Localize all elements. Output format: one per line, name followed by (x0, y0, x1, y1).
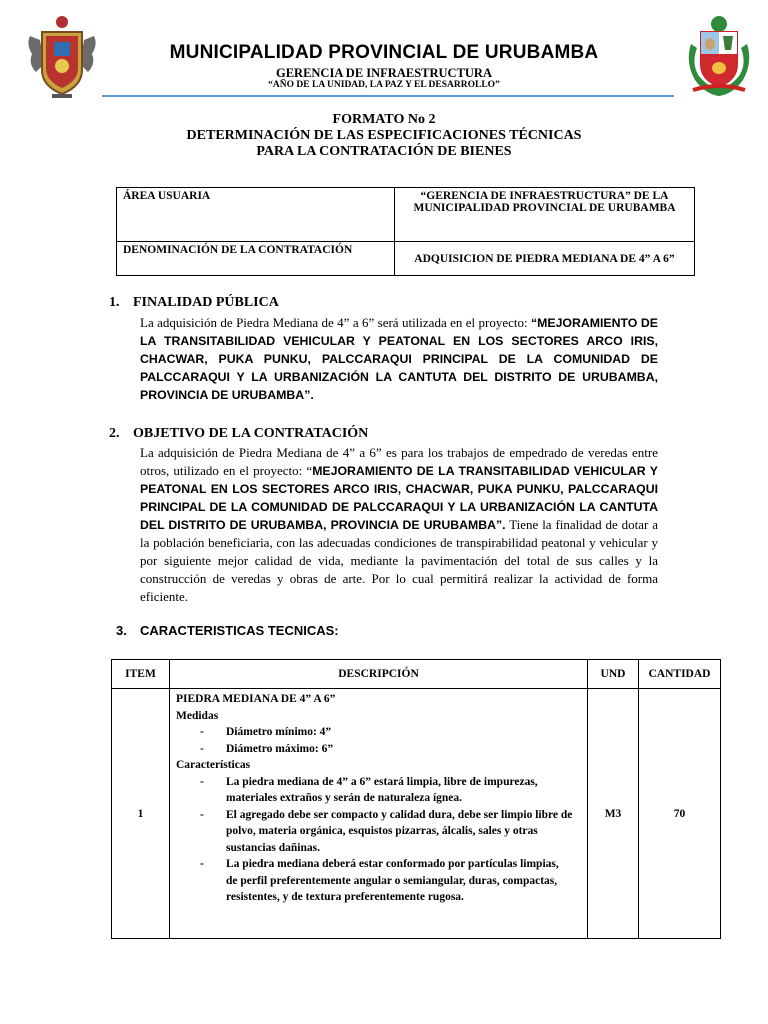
format-subtitle-2: PARA LA CONTRATACIÓN DE BIENES (256, 144, 512, 159)
section-title: CARACTERISTICAS TECNICAS: (140, 623, 339, 638)
list-item: - Diámetro máximo: 6” (200, 741, 581, 758)
section-2-text (140, 444, 658, 606)
info-value: ADQUISICION DE PIEDRA MEDIANA DE 4” A 6” (395, 242, 695, 276)
features-list (176, 774, 581, 906)
municipality-title: MUNICIPALIDAD PROVINCIAL DE URUBAMBA (169, 42, 599, 63)
info-label: DENOMINACIÓN DE LA CONTRATACIÓN (117, 242, 395, 276)
section-number: 3. (116, 623, 127, 638)
year-motto: “AÑO DE LA UNIDAD, LA PAZ Y EL DESARROLLO” (268, 80, 500, 90)
item-description (170, 689, 588, 939)
department-name: GERENCIA DE INFRAESTRUCTURA (275, 66, 492, 80)
items-table (111, 659, 721, 939)
header-unit: UND (588, 660, 639, 689)
section-title: OBJETIVO DE LA CONTRATACIÓN (133, 426, 369, 441)
section-2-heading (109, 426, 368, 442)
format-heading (110, 112, 658, 160)
section-1-text (140, 314, 658, 404)
format-number: FORMATO No 2 (332, 112, 436, 127)
list-item: - La piedra mediana deberá estar conformado por partículas limpias, de perfil preferentemente angular o semiangular, duras, compactas, resistentes, y de textura preferentemente rugosa. (200, 856, 573, 906)
header-description: DESCRIPCIÓN (170, 660, 588, 689)
section-number: 2. (109, 426, 120, 441)
item-number: 1 (112, 689, 170, 939)
table-row (117, 242, 695, 276)
info-label: ÁREA USUARIA (117, 188, 395, 242)
project-name: “MEJORAMIENTO DE LA TRANSITABILIDAD VEHICULAR Y PEATONAL EN LOS SECTORES ARCO IRIS, CHACWAR, PUKA PUNKU, PALCCARAQUI PRINCIPAL DE LA COMUNIDAD DE PALCCARAQUI Y LA URBANIZACIÓN LA CANTUTA DEL DISTRITO DE URUBAMBA, PROVINCIA DE URUBAMBA”. (140, 316, 658, 402)
section-3-heading (116, 623, 339, 638)
features-label: Características (176, 759, 251, 771)
paragraph-text: La adquisición de Piedra Mediana de 4” a 6” es para los trabajos de empedrado de veredas entre otros, utilizado en el proyecto: “ (140, 445, 658, 478)
header-item: ITEM (112, 660, 170, 689)
contract-info-table (116, 187, 695, 276)
table-header-row (112, 660, 721, 689)
item-unit: M3 (588, 689, 639, 939)
section-title: FINALIDAD PÚBLICA (133, 295, 279, 310)
list-item: - La piedra mediana de 4” a 6” estará limpia, libre de impurezas, materiales extraños y serán de naturaleza ígnea. (200, 774, 573, 807)
header-divider (102, 95, 674, 97)
table-row (112, 689, 721, 939)
format-subtitle-1: DETERMINACIÓN DE LAS ESPECIFICACIONES TÉCNICAS (186, 128, 582, 143)
paragraph-text: Tiene la finalidad de dotar a la población beneficiaria, con las adecuadas condiciones de transpirabilidad peatonal y vehicular y por siguiente mejor calidad de vida, mediante la pavimentación del total de sus calles y la construcción de veredas y obras de arte. Por lo cual permitirá realizar la actividad de forma eficiente. (140, 517, 658, 604)
measures-list (176, 724, 581, 757)
section-number: 1. (109, 295, 120, 310)
info-value: “GERENCIA DE INFRAESTRUCTURA” DE LA MUNICIPALIDAD PROVINCIAL DE URUBAMBA (395, 188, 695, 242)
urubamba-coat-of-arms-icon (26, 14, 98, 98)
measures-label: Medidas (176, 709, 219, 722)
item-quantity: 70 (639, 689, 721, 939)
table-row (117, 188, 695, 242)
paragraph-text: La adquisición de Piedra Mediana de 4” a 6” será utilizada en el proyecto: (140, 315, 531, 330)
list-item: - El agregado debe ser compacto y calidad dura, debe ser limpio libre de polvo, materia orgánica, esquistos pizarras, álcalis, sales y otras sustancias dañinas. (200, 807, 573, 857)
peru-coat-of-arms-icon (683, 14, 755, 98)
item-title: PIEDRA MEDIANA DE 4” A 6” (176, 693, 336, 705)
section-1-heading (109, 295, 279, 311)
header-quantity: CANTIDAD (639, 660, 721, 689)
project-name: MEJORAMIENTO DE LA TRANSITABILIDAD VEHICULAR Y PEATONAL EN LOS SECTORES ARCO IRIS, CHACWAR, PUKA PUNKU, PALCCARAQUI PRINCIPAL DE LA COMUNIDAD DE PALCCARAQUI Y LA URBANIZACIÓN LA CANTUTA DEL DISTRITO DE URUBAMBA, PROVINCIA DE URUBAMBA”. (140, 464, 658, 532)
list-item: - Diámetro mínimo: 4” (200, 724, 581, 741)
